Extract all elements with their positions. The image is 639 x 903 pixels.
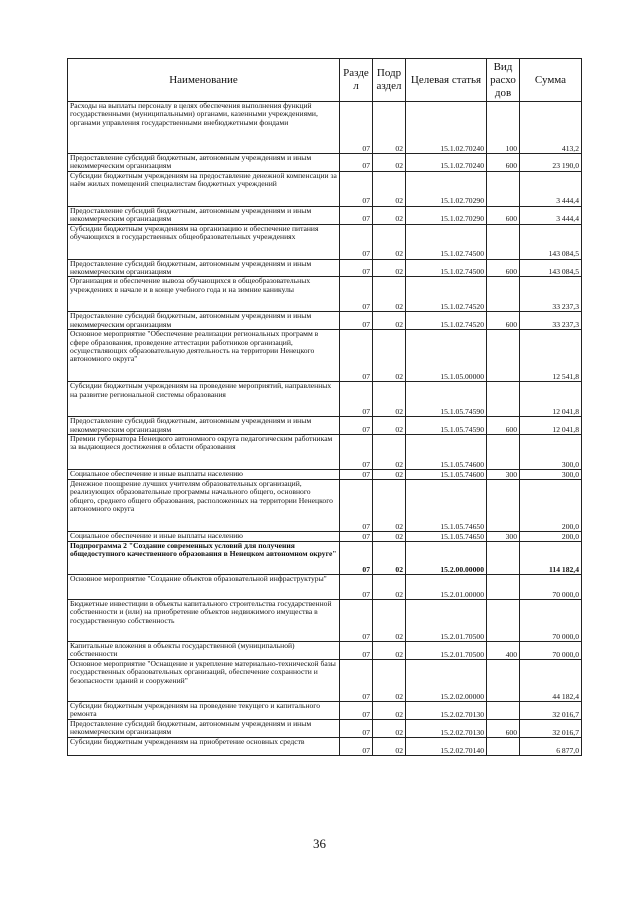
cell-section: 07 [340, 382, 373, 417]
header-section: Разде л [340, 59, 373, 102]
table-row [68, 206, 582, 224]
cell-name: Социальное обеспечение и иные выплаты населению [68, 470, 340, 480]
cell-amount: 114 182,4 [520, 542, 582, 575]
table-row [68, 171, 582, 206]
cell-expense-type [487, 575, 520, 600]
table-row [68, 642, 582, 660]
cell-target: 15.1.05.00000 [406, 330, 487, 382]
cell-name: Предоставление субсидий бюджетным, автономным учреждениям и иным некоммерческим организациям [68, 720, 340, 738]
cell-target: 15.1.05.74650 [406, 532, 487, 542]
cell-expense-type: 600 [487, 417, 520, 435]
cell-subsection: 02 [373, 102, 406, 154]
table-row [68, 330, 582, 382]
cell-section: 07 [340, 720, 373, 738]
cell-expense-type: 600 [487, 154, 520, 172]
cell-amount: 300,0 [520, 435, 582, 470]
cell-name: Субсидии бюджетным учреждениям на проведение мероприятий, направленных на развитие региональной системы образования [68, 382, 340, 417]
table-row [68, 702, 582, 720]
cell-amount: 70 000,0 [520, 600, 582, 642]
cell-target: 15.1.02.74500 [406, 224, 487, 259]
cell-name: Капитальные вложения в объекты государственной (муниципальной) собственности [68, 642, 340, 660]
cell-section: 07 [340, 660, 373, 702]
cell-name: Социальное обеспечение и иные выплаты населению [68, 532, 340, 542]
cell-expense-type [487, 330, 520, 382]
cell-target: 15.2.01.70500 [406, 642, 487, 660]
table-row [68, 480, 582, 532]
cell-target: 15.1.05.74600 [406, 435, 487, 470]
table-body [68, 102, 582, 756]
cell-expense-type [487, 660, 520, 702]
cell-name: Предоставление субсидий бюджетным, автономным учреждениям и иным некоммерческим организациям [68, 154, 340, 172]
cell-subsection: 02 [373, 470, 406, 480]
cell-amount: 3 444,4 [520, 206, 582, 224]
cell-subsection: 02 [373, 720, 406, 738]
cell-section: 07 [340, 171, 373, 206]
cell-name: Основное мероприятие "Обеспечение реализации региональных программ в сфере образования, проведение аттестации работников организаций, осуществляющих образовательную деятельность на территории Ненецкого автономного округа" [68, 330, 340, 382]
cell-amount: 300,0 [520, 470, 582, 480]
cell-section: 07 [340, 480, 373, 532]
cell-section: 07 [340, 417, 373, 435]
cell-subsection: 02 [373, 277, 406, 312]
table-row [68, 738, 582, 756]
cell-amount: 12 041,8 [520, 382, 582, 417]
cell-subsection: 02 [373, 259, 406, 277]
cell-expense-type [487, 224, 520, 259]
table-row [68, 259, 582, 277]
cell-expense-type: 400 [487, 642, 520, 660]
cell-name: Предоставление субсидий бюджетным, автономным учреждениям и иным некоммерческим организациям [68, 206, 340, 224]
cell-expense-type [487, 542, 520, 575]
cell-section: 07 [340, 206, 373, 224]
cell-target: 15.1.02.70290 [406, 171, 487, 206]
cell-name: Расходы на выплаты персоналу в целях обеспечения выполнения функций государственными (муниципальными) органами, казенными учреждениями, органами управления государственными внебюджетными фондами [68, 102, 340, 154]
header-target: Целевая статья [406, 59, 487, 102]
cell-section: 07 [340, 102, 373, 154]
table-row [68, 435, 582, 470]
cell-section: 07 [340, 642, 373, 660]
table-row [68, 575, 582, 600]
table-row [68, 660, 582, 702]
cell-amount: 413,2 [520, 102, 582, 154]
cell-target: 15.1.02.74520 [406, 312, 487, 330]
cell-section: 07 [340, 532, 373, 542]
cell-amount: 200,0 [520, 532, 582, 542]
cell-subsection: 02 [373, 600, 406, 642]
cell-name: Субсидии бюджетным учреждениям на предоставление денежной компенсации за наём жилых помещений специалистам бюджетных учреждений [68, 171, 340, 206]
cell-expense-type: 300 [487, 470, 520, 480]
cell-amount: 32 016,7 [520, 702, 582, 720]
cell-subsection: 02 [373, 224, 406, 259]
budget-table [67, 58, 582, 756]
table-header-row [68, 59, 582, 102]
cell-subsection: 02 [373, 154, 406, 172]
cell-target: 15.1.05.74590 [406, 382, 487, 417]
cell-section: 07 [340, 154, 373, 172]
cell-name: Основное мероприятие "Оснащение и укрепление материально-технической базы государственных образовательных организаций, обеспечение сохранности и безопасности зданий и сооружений" [68, 660, 340, 702]
cell-subsection: 02 [373, 738, 406, 756]
table-row [68, 102, 582, 154]
cell-expense-type [487, 738, 520, 756]
cell-target: 15.2.02.70140 [406, 738, 487, 756]
cell-expense-type [487, 600, 520, 642]
cell-subsection: 02 [373, 575, 406, 600]
header-amount: Сумма [520, 59, 582, 102]
cell-amount: 70 000,0 [520, 575, 582, 600]
cell-section: 07 [340, 542, 373, 575]
cell-section: 07 [340, 312, 373, 330]
cell-subsection: 02 [373, 702, 406, 720]
cell-expense-type: 600 [487, 720, 520, 738]
header-name: Наименование [68, 59, 340, 102]
cell-expense-type [487, 171, 520, 206]
cell-subsection: 02 [373, 660, 406, 702]
cell-name: Субсидии бюджетным учреждениям на организацию и обеспечение питания обучающихся в государственных общеобразовательных учреждениях [68, 224, 340, 259]
cell-target: 15.1.05.74600 [406, 470, 487, 480]
cell-amount: 33 237,3 [520, 277, 582, 312]
cell-target: 15.1.02.70290 [406, 206, 487, 224]
cell-amount: 12 541,8 [520, 330, 582, 382]
cell-section: 07 [340, 470, 373, 480]
cell-amount: 12 041,8 [520, 417, 582, 435]
cell-section: 07 [340, 738, 373, 756]
cell-expense-type [487, 277, 520, 312]
cell-amount: 33 237,3 [520, 312, 582, 330]
cell-target: 15.1.02.74500 [406, 259, 487, 277]
cell-section: 07 [340, 224, 373, 259]
cell-target: 15.1.02.74520 [406, 277, 487, 312]
cell-amount: 23 190,0 [520, 154, 582, 172]
cell-expense-type: 600 [487, 206, 520, 224]
cell-section: 07 [340, 330, 373, 382]
cell-subsection: 02 [373, 480, 406, 532]
cell-expense-type: 300 [487, 532, 520, 542]
cell-section: 07 [340, 435, 373, 470]
cell-amount: 70 000,0 [520, 642, 582, 660]
cell-name: Денежное поощрение лучших учителям образовательных организаций, реализующих образовательные программы начального общего, основного общего, среднего общего образования, расположенных на территории Ненецкого автономного округа [68, 480, 340, 532]
cell-target: 15.2.01.00000 [406, 575, 487, 600]
cell-name: Основное мероприятие "Создание объектов образовательной инфраструктуры" [68, 575, 340, 600]
cell-expense-type: 100 [487, 102, 520, 154]
cell-expense-type [487, 480, 520, 532]
cell-expense-type: 600 [487, 312, 520, 330]
cell-expense-type: 600 [487, 259, 520, 277]
cell-target: 15.1.02.70240 [406, 154, 487, 172]
cell-expense-type [487, 702, 520, 720]
header-expense-type: Вид расхо дов [487, 59, 520, 102]
cell-amount: 143 084,5 [520, 224, 582, 259]
cell-subsection: 02 [373, 312, 406, 330]
cell-section: 07 [340, 277, 373, 312]
cell-amount: 200,0 [520, 480, 582, 532]
cell-subsection: 02 [373, 382, 406, 417]
cell-name: Предоставление субсидий бюджетным, автономным учреждениям и иным некоммерческим организациям [68, 312, 340, 330]
cell-name: Субсидии бюджетным учреждениям на проведение текущего и капитального ремонта [68, 702, 340, 720]
cell-subsection: 02 [373, 642, 406, 660]
cell-target: 15.2.01.70500 [406, 600, 487, 642]
table-row [68, 277, 582, 312]
table-row [68, 224, 582, 259]
cell-name: Премии губернатора Ненецкого автономного округа педагогическим работникам за выдающиеся достижения в области образования [68, 435, 340, 470]
cell-section: 07 [340, 702, 373, 720]
header-subsection: Подр аздел [373, 59, 406, 102]
cell-subsection: 02 [373, 206, 406, 224]
cell-target: 15.2.02.70130 [406, 702, 487, 720]
table-row [68, 600, 582, 642]
cell-subsection: 02 [373, 171, 406, 206]
cell-name: Предоставление субсидий бюджетным, автономным учреждениям и иным некоммерческим организациям [68, 259, 340, 277]
cell-subsection: 02 [373, 330, 406, 382]
cell-amount: 3 444,4 [520, 171, 582, 206]
cell-expense-type [487, 435, 520, 470]
table-row [68, 720, 582, 738]
cell-section: 07 [340, 575, 373, 600]
table-row [68, 470, 582, 480]
cell-amount: 32 016,7 [520, 720, 582, 738]
cell-subsection: 02 [373, 435, 406, 470]
table-row [68, 417, 582, 435]
table-row [68, 154, 582, 172]
cell-section: 07 [340, 259, 373, 277]
cell-target: 15.2.00.00000 [406, 542, 487, 575]
cell-target: 15.2.02.70130 [406, 720, 487, 738]
cell-target: 15.1.05.74590 [406, 417, 487, 435]
cell-name: Подпрограмма 2 "Создание современных условий для получения общедоступного качественного образования в Ненецком автономном округе" [68, 542, 340, 575]
cell-name: Организация и обеспечение вывоза обучающихся в общеобразовательных учреждениях в начале и в конце учебного года и на зимние каникулы [68, 277, 340, 312]
table-row [68, 312, 582, 330]
cell-subsection: 02 [373, 417, 406, 435]
cell-expense-type [487, 382, 520, 417]
cell-target: 15.2.02.00000 [406, 660, 487, 702]
table-row [68, 532, 582, 542]
cell-subsection: 02 [373, 532, 406, 542]
page-number: 36 [313, 836, 326, 851]
cell-section: 07 [340, 600, 373, 642]
cell-amount: 44 182,4 [520, 660, 582, 702]
cell-name: Бюджетные инвестиции в объекты капитального строительства государственной собственности и (или) на приобретение объектов недвижимого имущества в государственную собственность [68, 600, 340, 642]
cell-target: 15.1.02.70240 [406, 102, 487, 154]
cell-target: 15.1.05.74650 [406, 480, 487, 532]
cell-amount: 143 084,5 [520, 259, 582, 277]
cell-amount: 6 877,0 [520, 738, 582, 756]
table-row [68, 542, 582, 575]
table-row [68, 382, 582, 417]
cell-name: Субсидии бюджетным учреждениям на приобретение основных средств [68, 738, 340, 756]
cell-name: Предоставление субсидий бюджетным, автономным учреждениям и иным некоммерческим организациям [68, 417, 340, 435]
cell-subsection: 02 [373, 542, 406, 575]
